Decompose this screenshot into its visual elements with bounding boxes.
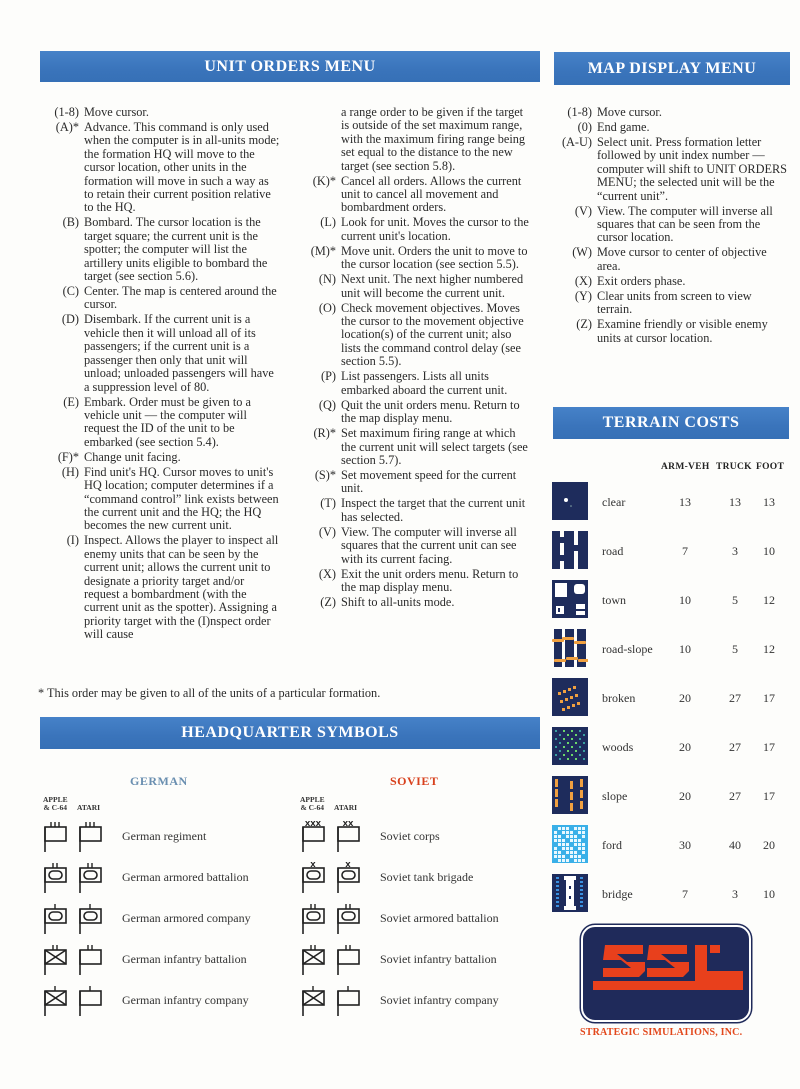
terrain-row (552, 727, 792, 767)
order-description: Shift to all-units mode. (341, 594, 455, 609)
terrain-row (552, 580, 792, 620)
hq-symbol-label: German infantry company (122, 993, 249, 1007)
unit-orders-column-1 (46, 106, 281, 643)
unit-order-item (306, 175, 532, 215)
unit-order-item (46, 313, 281, 393)
hq-symbol-label: Soviet infantry company (380, 993, 499, 1007)
svg-text:XX: XX (342, 820, 354, 828)
terrain-name: town (602, 593, 626, 607)
terrain-costs-title: TERRAIN COSTS (602, 414, 740, 431)
hq-symbol-label: German regiment (122, 829, 207, 843)
soviet-hq-symbol-row (300, 901, 540, 937)
ssi-logo-icon (583, 927, 751, 1022)
unit-order-item (306, 245, 532, 272)
order-description: End game. (597, 120, 650, 134)
map-display-item (557, 290, 789, 317)
order-key: (0) (577, 120, 592, 134)
arm-veh-cost: 20 (679, 740, 691, 754)
german-platform-atari: ATARI (77, 803, 101, 812)
order-description: Clear units from screen to view terrain. (597, 288, 752, 317)
order-key: (K)* (312, 173, 336, 188)
foot-cost: 17 (763, 740, 775, 754)
svg-text:XXX: XXX (304, 820, 322, 828)
order-key: (Q) (318, 397, 336, 412)
unit-order-item (306, 427, 532, 467)
arm-veh-cost: 30 (679, 838, 691, 852)
german-hq-symbol-row (42, 983, 282, 1019)
order-description: Next unit. The next higher numbered unit will become the current unit. (341, 272, 524, 300)
order-description: Advance. This command is only used when the computer is in all-units mode; the formation HQ will move to the cursor location, other units in the formation will move in such a way as to retain their current position relative to the HQ. (84, 120, 280, 215)
slope-terrain-icon (552, 776, 588, 814)
unit-orders-column-2 (306, 106, 532, 611)
order-key: (A-U) (561, 135, 592, 149)
german-armor-company-apple-symbol-icon (42, 901, 68, 935)
order-key: (R)* (313, 426, 336, 441)
map-display-item (557, 318, 789, 345)
map-display-item (557, 106, 789, 119)
terrain-row (552, 776, 792, 816)
terrain-row (552, 874, 792, 914)
svg-text:X: X (345, 861, 351, 869)
order-description: Embark. Order must be given to a vehicle unit — the computer will request the ID of the unit to be embarked (see section 5.4). (84, 394, 251, 449)
terrain-row (552, 825, 792, 865)
order-key: (L) (320, 215, 336, 230)
order-description: Disembark. If the current unit is a vehicle then it will unload all of its passengers; if the current unit is a passenger then only that unit will unload; unloaded passengers will have a suppression level of 80. (84, 312, 274, 394)
terrain-row (552, 678, 792, 718)
unit-orders-menu-title: UNIT ORDERS MENU (204, 58, 376, 75)
woods-terrain-icon (552, 727, 588, 765)
unit-order-item (306, 106, 532, 173)
terrain-row (552, 531, 792, 571)
order-description: Inspect. Allows the player to inspect all enemy units that can be seen by the current unit; allows the current unit to designate a priority target and/or request a bombardment (with the current unit as the spotter). Assigning a priority target with the (I)nspect order will cause (84, 533, 279, 642)
german-hq-symbol-row (42, 942, 282, 978)
german-armor-company-atari-symbol-icon (77, 901, 103, 935)
unit-order-item (46, 216, 281, 283)
order-key: (1-8) (567, 105, 592, 119)
order-description: Cancel all orders. Allows the current unit to cancel all movement and bombardment orders. (341, 173, 522, 215)
headquarter-symbols-title: HEADQUARTER SYMBOLS (181, 724, 399, 741)
german-plain-battalion-atari-symbol-icon (77, 942, 103, 976)
terrain-name: woods (602, 740, 634, 754)
order-key: (1-8) (54, 105, 79, 119)
column-header-truck: TRUCK (716, 462, 752, 472)
unit-order-item (46, 466, 281, 533)
order-key: (W) (572, 245, 592, 260)
ssi-logo (581, 925, 751, 1022)
map-display-menu-title: MAP DISPLAY MENU (587, 60, 757, 77)
order-key: (Z) (320, 594, 336, 609)
foot-cost: 13 (763, 495, 775, 509)
truck-cost: 5 (732, 642, 738, 656)
order-description: Exit the unit orders menu. Return to the map display menu. (341, 566, 519, 594)
truck-cost: 27 (729, 691, 741, 705)
german-armor-battalion-atari-symbol-icon (77, 860, 103, 894)
unit-orders-menu-banner (40, 51, 540, 82)
order-key: (I) (66, 533, 79, 548)
soviet-platform-atari: ATARI (334, 803, 358, 812)
unit-order-item (306, 302, 532, 369)
soviet-infantry-company-apple-symbol-icon (300, 983, 326, 1017)
order-description: Move cursor. (84, 105, 149, 119)
terrain-name: broken (602, 691, 636, 705)
soviet-armor-brigade-apple-symbol-icon (300, 860, 326, 894)
column-header-foot: FOOT (756, 462, 785, 472)
order-description: Set maximum firing range at which the current unit will select targets (see section 5.7). (341, 426, 528, 467)
truck-cost: 13 (729, 495, 741, 509)
truck-cost: 5 (732, 593, 738, 607)
soviet-hq-symbol-row (300, 860, 540, 896)
order-key: (X) (318, 566, 336, 581)
headquarter-symbols-banner (40, 717, 540, 749)
order-key: (T) (320, 496, 336, 511)
unit-order-item (46, 121, 281, 215)
soviet-hq-symbol-row (300, 983, 540, 1019)
unit-order-item (306, 497, 532, 524)
foot-cost: 12 (763, 593, 775, 607)
terrain-name: road (602, 544, 624, 558)
hq-symbol-label: Soviet armored battalion (380, 911, 499, 925)
hq-symbol-label: German armored company (122, 911, 251, 925)
order-key: (B) (62, 215, 79, 230)
order-description: View. The computer will inverse all squares that can be seen from the cursor location. (597, 203, 773, 245)
german-regiment-apple-symbol-icon (42, 819, 68, 853)
unit-order-item (46, 106, 281, 119)
order-key: (V) (574, 203, 592, 218)
order-description: Inspect the target that the current unit has selected. (341, 496, 526, 524)
order-description: List passengers. Lists all units embarked aboard the current unit. (341, 369, 508, 397)
order-key: (Z) (576, 317, 592, 332)
terrain-name: slope (602, 789, 628, 803)
ford-terrain-icon (552, 825, 588, 863)
german-infantry-company-apple-symbol-icon (42, 983, 68, 1017)
order-key: (F)* (57, 449, 79, 464)
map-display-item (557, 275, 789, 288)
terrain-name: ford (602, 838, 622, 852)
foot-cost: 12 (763, 642, 775, 656)
truck-cost: 27 (729, 789, 741, 803)
arm-veh-cost: 13 (679, 495, 691, 509)
order-description: Check movement objectives. Moves the cursor to the movement objective location(s) of the current unit; also lists the command control delay (see section 5.5). (341, 300, 524, 369)
order-key: (P) (320, 369, 336, 384)
soviet-hq-symbol-row (300, 819, 540, 855)
foot-cost: 17 (763, 789, 775, 803)
order-description: Find unit's HQ. Cursor moves to unit's HQ location; computer determines if a “command control” link exists between the current unit and the HQ; the HQ becomes the new current unit. (84, 464, 279, 533)
german-armor-battalion-apple-symbol-icon (42, 860, 68, 894)
foot-cost: 10 (763, 544, 775, 558)
terrain-name: road-slope (602, 642, 653, 656)
arm-veh-cost: 7 (682, 887, 688, 901)
soviet-platform-apple: APPLE & C-64 (300, 795, 325, 812)
order-key: (C) (62, 284, 79, 299)
unit-order-item (46, 396, 281, 450)
broken-terrain-icon (552, 678, 588, 716)
unit-order-item (46, 285, 281, 312)
soviet-infantry-battalion-apple-symbol-icon (300, 942, 326, 976)
column-header-arm-veh: ARM-VEH (661, 462, 710, 472)
order-description: Look for unit. Moves the cursor to the current unit's location. (341, 215, 529, 243)
order-description: Move unit. Orders the unit to move to the cursor location (see section 5.5). (341, 243, 528, 272)
german-regiment-atari-symbol-icon (77, 819, 103, 853)
unit-order-item (306, 526, 532, 566)
german-hq-symbol-row (42, 819, 282, 855)
map-display-item (557, 136, 789, 203)
map-display-item (557, 205, 789, 245)
order-key: (X) (574, 273, 592, 288)
terrain-row (552, 629, 792, 669)
foot-cost: 10 (763, 887, 775, 901)
soviet-armor-battalion-atari-symbol-icon (335, 901, 361, 935)
order-description: Select unit. Press formation letter followed by unit index number — computer will shift to UNIT ORDERS MENU; the selected unit will be the “current unit”. (597, 135, 788, 203)
order-key: (O) (318, 300, 336, 315)
unit-order-item (306, 370, 532, 397)
order-description: Center. The map is centered around the cursor. (84, 284, 277, 312)
terrain-costs-banner (553, 407, 789, 439)
order-key: (A)* (55, 120, 79, 134)
hq-symbol-label: German armored battalion (122, 870, 249, 884)
unit-order-item (46, 534, 281, 641)
hq-symbol-label: Soviet corps (380, 829, 440, 843)
order-key (306, 106, 341, 173)
hq-symbol-label: Soviet tank brigade (380, 870, 474, 884)
order-description: Move cursor to center of objective area. (597, 245, 767, 273)
order-key: (D) (61, 312, 79, 327)
bridge-terrain-icon (552, 874, 588, 912)
soviet-corps-xx-atari-symbol-icon (335, 819, 361, 853)
arm-veh-cost: 20 (679, 691, 691, 705)
soviet-plain-battalion-atari-symbol-icon (335, 942, 361, 976)
hq-symbol-label: Soviet infantry battalion (380, 952, 497, 966)
soviet-armor-brigade-atari-symbol-icon (335, 860, 361, 894)
order-description: Change unit facing. (84, 449, 181, 464)
truck-cost: 27 (729, 740, 741, 754)
terrain-name: bridge (602, 887, 633, 901)
order-description: Examine friendly or visible enemy units at cursor location. (597, 317, 768, 345)
arm-veh-cost: 20 (679, 789, 691, 803)
german-infantry-battalion-apple-symbol-icon (42, 942, 68, 976)
german-hq-symbol-row (42, 860, 282, 896)
order-key: (V) (318, 524, 336, 539)
order-key: (N) (318, 272, 336, 287)
logo-caption: STRATEGIC SIMULATIONS, INC. (580, 1027, 743, 1038)
terrain-row (552, 482, 792, 522)
unit-order-item (306, 216, 532, 243)
foot-cost: 20 (763, 838, 775, 852)
unit-order-item (306, 596, 532, 609)
town-terrain-icon (552, 580, 588, 618)
order-key: (H) (61, 464, 79, 479)
unit-order-item (46, 451, 281, 464)
german-plain-company-atari-symbol-icon (77, 983, 103, 1017)
order-key: (E) (63, 394, 79, 409)
soviet-plain-company-atari-symbol-icon (335, 983, 361, 1017)
order-key: (Y) (574, 288, 592, 303)
truck-cost: 3 (732, 887, 738, 901)
road-terrain-icon (552, 531, 588, 569)
unit-order-item (306, 469, 532, 496)
road-slope-terrain-icon (552, 629, 588, 667)
order-key: (M)* (310, 243, 336, 258)
map-display-item (557, 246, 789, 273)
soviet-heading: SOVIET (390, 774, 439, 788)
clear-terrain-icon (552, 482, 588, 520)
order-description: Exit orders phase. (597, 273, 686, 288)
footnote: * This order may be given to all of the units of a particular formation. (38, 686, 381, 700)
unit-order-item (306, 399, 532, 426)
map-display-item (557, 121, 789, 134)
order-description: Move cursor. (597, 105, 662, 119)
german-hq-symbol-row (42, 901, 282, 937)
order-description: Bombard. The cursor location is the target square; the current unit is the spotter; the computer will list the artillery units eligible to bombard the target (see section 5.6). (84, 215, 268, 284)
foot-cost: 17 (763, 691, 775, 705)
order-description: Set movement speed for the current unit. (341, 467, 517, 496)
order-description: Quit the unit orders menu. Return to the map display menu. (341, 397, 520, 426)
arm-veh-cost: 10 (679, 593, 691, 607)
map-display-menu-banner (554, 52, 790, 85)
arm-veh-cost: 10 (679, 642, 691, 656)
soviet-armor-battalion-apple-symbol-icon (300, 901, 326, 935)
terrain-name: clear (602, 495, 626, 509)
truck-cost: 3 (732, 544, 738, 558)
unit-order-item (306, 273, 532, 300)
arm-veh-cost: 7 (682, 544, 688, 558)
soviet-corps-xxx-apple-symbol-icon (300, 819, 326, 853)
unit-order-item (306, 568, 532, 595)
order-key: (S)* (314, 467, 336, 482)
hq-symbol-label: German infantry battalion (122, 952, 247, 966)
order-description: View. The computer will inverse all squares that the current unit can see with its current facing. (341, 524, 517, 566)
german-platform-apple: APPLE & C-64 (43, 795, 68, 812)
truck-cost: 40 (729, 838, 741, 852)
german-heading: GERMAN (130, 774, 188, 788)
map-display-menu-list (557, 106, 789, 347)
soviet-hq-symbol-row (300, 942, 540, 978)
svg-text:X: X (310, 861, 316, 869)
order-description: a range order to be given if the target is outside of the set maximum range, with the maximum firing range being set equal to the distance to the new target (see section 5.8). (341, 105, 526, 173)
